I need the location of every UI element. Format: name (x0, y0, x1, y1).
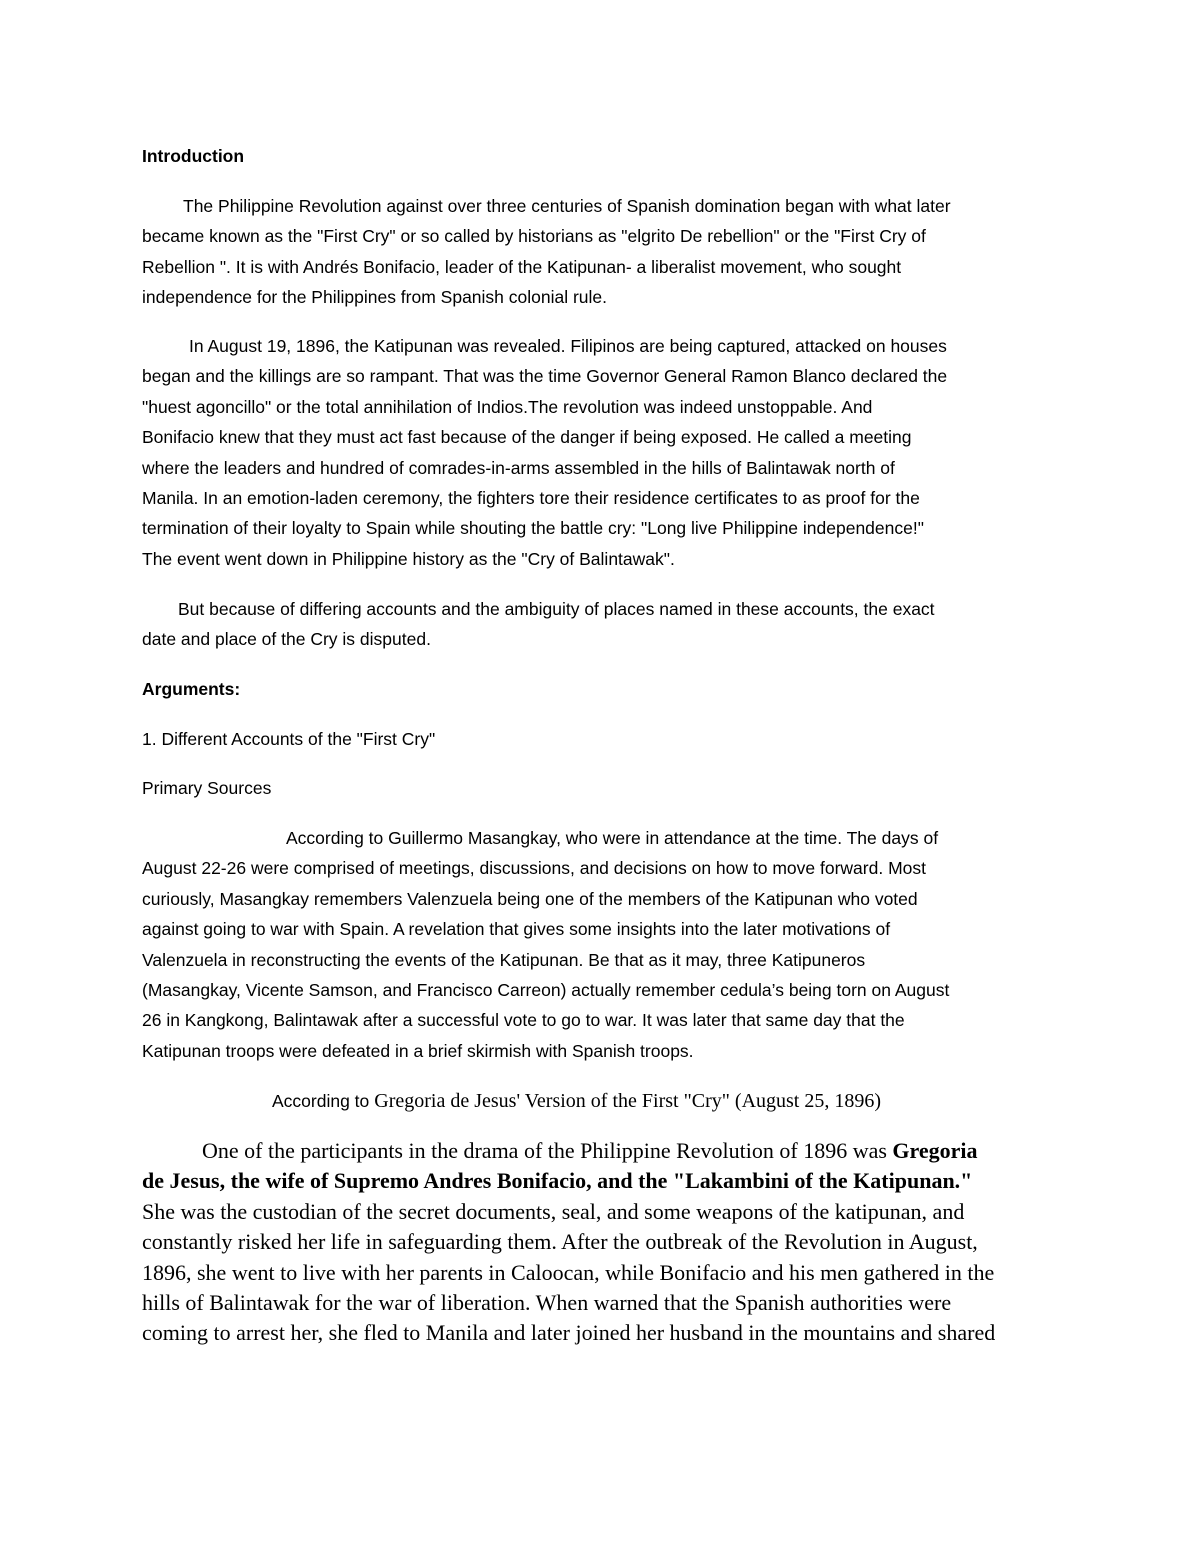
text-line: Bonifacio knew that they must act fast because of the danger if being exposed. He called a meeting (142, 427, 912, 448)
text-line: constantly risked her life in safeguarding them. After the outbreak of the Revolution in August, (142, 1229, 978, 1255)
intro-paragraph-1 (142, 191, 1062, 313)
intro-paragraph-3 (142, 594, 1062, 655)
text-line: (Masangkay, Vicente Samson, and Francisco Carreon) actually remember cedula’s being torn on August (142, 980, 950, 1001)
text-line: Manila. In an emotion-laden ceremony, the fighters tore their residence certificates to as proof for the (142, 488, 920, 509)
gregoria-heading-prefix: According to (272, 1091, 370, 1111)
gregoria-paragraph (142, 1136, 1062, 1349)
text-line: where the leaders and hundred of comrades-in-arms assembled in the hills of Balintawak north of (142, 457, 895, 478)
text-line: The event went down in Philippine history as the "Cry of Balintawak". (142, 548, 675, 569)
text-line: termination of their loyalty to Spain while shouting the battle cry: "Long live Philippine independence!" (142, 518, 924, 539)
text-line: "huest agoncillo" or the total annihilation of Indios.The revolution was indeed unstoppable. And (142, 396, 873, 417)
masangkay-paragraph (142, 823, 1062, 1066)
text-line: 1896, she went to live with her parents in Caloocan, while Bonifacio and his men gathered in the (142, 1259, 995, 1285)
gregoria-line1-bold: Gregoria (892, 1138, 978, 1163)
primary-sources-heading-text: Primary Sources (142, 778, 272, 798)
text-line: became known as the "First Cry" or so called by historians as "elgrito De rebellion" or the "First Cry of (142, 226, 926, 247)
intro-heading (142, 141, 1062, 171)
intro-paragraph-2 (142, 331, 1062, 574)
section-1-heading (142, 724, 1062, 754)
text-line: Valenzuela in reconstructing the events of the Katipunan. Be that as it may, three Katipuneros (142, 949, 866, 970)
intro-heading-text: Introduction (142, 146, 245, 166)
gregoria-heading-line (142, 1086, 1062, 1118)
text-line: But because of differing accounts and the ambiguity of places named in these accounts, the exact (178, 599, 935, 619)
text-line: coming to arrest her, she fled to Manila and later joined her husband in the mountains and shared (142, 1320, 996, 1346)
text-line: against going to war with Spain. A revelation that gives some insights into the later motivations of (142, 919, 891, 940)
primary-sources-heading (142, 773, 1062, 803)
gregoria-heading (142, 1086, 1062, 1118)
text-line: curiously, Masangkay remembers Valenzuela being one of the members of the Katipunan who voted (142, 888, 918, 909)
gregoria-line1-normal: One of the participants in the drama of the Philippine Revolution of 1896 was (202, 1138, 893, 1163)
text-line: According to Guillermo Masangkay, who were in attendance at the time. The days of (286, 828, 939, 848)
text-line: In August 19, 1896, the Katipunan was revealed. Filipinos are being captured, attacked on houses (189, 336, 947, 356)
text-line: independence for the Philippines from Spanish colonial rule. (142, 287, 608, 308)
gregoria-line2-bold: de Jesus, the wife of Supremo Andres Bonifacio, and the "Lakambini of the Katipunan." (142, 1168, 973, 1194)
arguments-heading-text: Arguments: (142, 679, 241, 699)
section-1-heading-text: 1. Different Accounts of the "First Cry" (142, 729, 436, 749)
text-line: date and place of the Cry is disputed. (142, 629, 431, 650)
text-line: Rebellion ". It is with Andrés Bonifacio, leader of the Katipunan- a liberalist movement, who sought (142, 256, 902, 277)
text-line: The Philippine Revolution against over three centuries of Spanish domination began with what later (183, 196, 951, 216)
arguments-heading (142, 674, 1062, 704)
text-line (142, 1136, 1062, 1166)
text-line: August 22-26 were comprised of meetings, discussions, and decisions on how to move forward. Most (142, 858, 926, 879)
text-line: began and the killings are so rampant. That was the time Governor General Ramon Blanco declared the (142, 366, 948, 387)
text-line: hills of Balintawak for the war of liberation. When warned that the Spanish authorities were (142, 1290, 952, 1316)
gregoria-heading-title: Gregoria de Jesus' Version of the First "Cry" (August 25, 1896) (369, 1090, 882, 1112)
text-line: She was the custodian of the secret documents, seal, and some weapons of the katipunan, and (142, 1198, 965, 1224)
text-line: Katipunan troops were defeated in a brief skirmish with Spanish troops. (142, 1040, 694, 1061)
text-line: 26 in Kangkong, Balintawak after a successful vote to go to war. It was later that same day that the (142, 1010, 905, 1031)
